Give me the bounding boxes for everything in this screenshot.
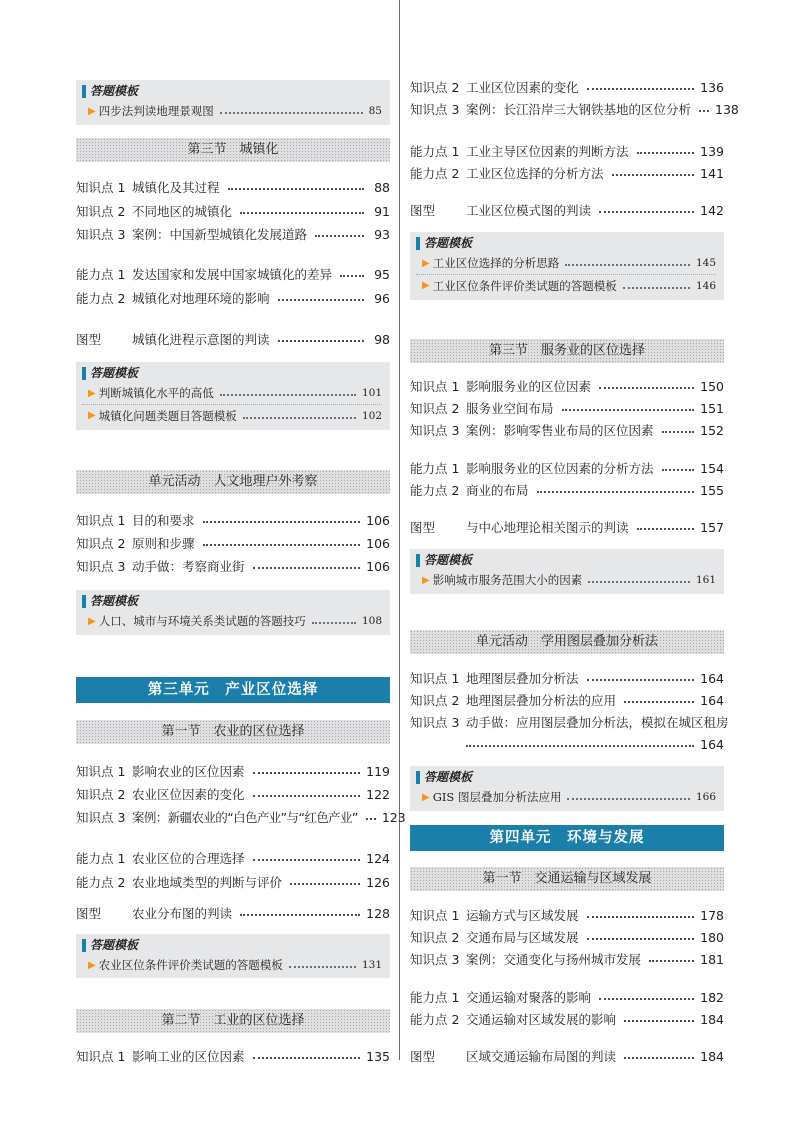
unit-banner: 第三单元 产业区位选择 [76, 677, 390, 703]
template-header: 答题模板 [82, 936, 382, 954]
toc-entry[interactable]: 能力点 1 影响服务业的区位因素的分析方法 154 [410, 460, 724, 476]
template-box [76, 80, 390, 125]
leader-dots [253, 1057, 361, 1059]
toc-entry[interactable]: 知识点 1 目的和要求 106 [76, 512, 390, 528]
toc-entry[interactable]: 图型 工业区位模式图的判读 142 [410, 202, 724, 218]
leader-dots [599, 998, 694, 1000]
leader-dots [649, 960, 694, 962]
toc-entry[interactable]: 知识点 1 影响农业的区位因素 119 [76, 763, 390, 779]
template-item[interactable]: ▶ 判断城镇化水平的高低 101 [88, 386, 382, 400]
template-header: 答题模板 [416, 768, 716, 786]
section-heading: 第一节 交通运输与区域发展 [410, 867, 724, 891]
toc-entry[interactable]: 图型 区域交通运输布局图的判读 184 [410, 1048, 724, 1064]
toc-entry[interactable]: 能力点 2 交通运输对区域发展的影响 184 [410, 1011, 724, 1027]
triangle-right-icon: ▶ [88, 959, 96, 971]
template-box [76, 934, 390, 978]
toc-entry[interactable]: 知识点 3 案例：交通变化与扬州城市发展 181 [410, 951, 724, 967]
leader-dots [203, 521, 361, 523]
leader-dots [203, 544, 361, 546]
template-item[interactable]: ▶ 四步法判读地理景观图 85 [88, 104, 382, 118]
toc-entry-continuation[interactable]: 164 [410, 735, 724, 753]
leader-dots [662, 469, 695, 471]
leader-dots [240, 212, 364, 214]
leader-dots [624, 1057, 694, 1059]
toc-entry[interactable]: 知识点 2 农业区位因素的变化 122 [76, 786, 390, 802]
template-box [410, 766, 724, 811]
template-item[interactable]: ▶ GIS 图层叠加分析法应用 166 [422, 790, 716, 804]
leader-dots [624, 701, 694, 703]
template-item[interactable]: ▶ 影响城市服务范围大小的因素 161 [422, 573, 716, 587]
leader-dots [612, 174, 695, 176]
template-item[interactable]: ▶ 农业区位条件评价类试题的答题模板 131 [88, 958, 382, 972]
leader-dots [662, 431, 695, 433]
unit-banner: 第四单元 环境与发展 [410, 825, 724, 851]
template-header: 答题模板 [82, 592, 382, 610]
section-heading: 第二节 工业的区位选择 [76, 1009, 390, 1033]
toc-entry[interactable]: 能力点 1 发达国家和发展中国家城镇化的差异 95 [76, 266, 390, 282]
triangle-right-icon: ▶ [422, 574, 430, 586]
template-box [76, 362, 390, 430]
section-heading: 第三节 服务业的区位选择 [410, 339, 724, 363]
leader-dots [537, 491, 695, 493]
toc-entry[interactable]: 图型 城镇化进程示意图的判读 98 [76, 331, 390, 347]
triangle-right-icon: ▶ [88, 387, 96, 399]
template-box [410, 232, 724, 300]
toc-entry[interactable]: 知识点 1 影响服务业的区位因素 150 [410, 378, 724, 394]
template-box [76, 590, 390, 635]
triangle-right-icon: ▶ [88, 105, 96, 117]
toc-entry[interactable]: 知识点 1 运输方式与区域发展 178 [410, 907, 724, 923]
header-marker-icon [82, 367, 86, 380]
toc-entry[interactable]: 知识点 3 案例：影响零售业布局的区位因素 152 [410, 422, 724, 438]
leader-dots [366, 818, 376, 820]
leader-dots [243, 417, 356, 419]
leader-dots [587, 938, 695, 940]
header-marker-icon [82, 595, 86, 608]
header-marker-icon [416, 554, 420, 567]
toc-entry[interactable]: 知识点 1 影响工业的区位因素 135 [76, 1048, 390, 1064]
toc-entry[interactable]: 知识点 2 地理图层叠加分析法的应用 164 [410, 692, 724, 708]
leader-dots [562, 409, 695, 411]
toc-entry[interactable]: 知识点 2 不同地区的城镇化 91 [76, 203, 390, 219]
template-header: 答题模板 [82, 364, 382, 382]
template-item[interactable]: ▶ 城镇化问题类题目答题模板 102 [82, 404, 382, 426]
leader-dots [240, 914, 360, 916]
template-header: 答题模板 [416, 551, 716, 569]
toc-entry[interactable]: 能力点 1 交通运输对聚落的影响 182 [410, 989, 724, 1005]
toc-entry[interactable]: 知识点 3 动手做：考察商业街 106 [76, 558, 390, 574]
leader-dots [290, 883, 360, 885]
header-marker-icon [82, 939, 86, 952]
leader-dots [588, 581, 690, 583]
section-heading: 单元活动 学用图层叠加分析法 [410, 630, 724, 654]
toc-entry[interactable]: 能力点 1 农业区位的合理选择 124 [76, 850, 390, 866]
toc-entry[interactable]: 知识点 3 案例：长江沿岸三大钢铁基地的区位分析 138 [410, 101, 739, 117]
section-heading: 第一节 农业的区位选择 [76, 720, 390, 744]
leader-dots [567, 798, 689, 800]
triangle-right-icon: ▶ [422, 791, 430, 803]
triangle-right-icon: ▶ [88, 410, 96, 421]
leader-dots [253, 795, 361, 797]
leader-dots [220, 112, 363, 114]
toc-entry[interactable]: 知识点 2 服务业空间布局 151 [410, 400, 724, 416]
template-box [410, 549, 724, 594]
template-header: 答题模板 [416, 234, 716, 252]
toc-entry[interactable]: 能力点 2 城镇化对地理环境的影响 96 [76, 290, 390, 306]
leader-dots [699, 110, 709, 112]
header-marker-icon [82, 85, 86, 98]
toc-entry[interactable]: 图型 与中心地理论相关图示的判读 157 [410, 519, 724, 535]
leader-dots [587, 88, 695, 90]
toc-entry[interactable]: 知识点 3 案例：新疆农业的“白色产业”与“红色产业” 123 [76, 809, 406, 825]
leader-dots [278, 340, 364, 342]
toc-entry[interactable]: 知识点 2 原则和步骤 106 [76, 535, 390, 551]
toc-entry[interactable]: 能力点 1 工业主导区位因素的判断方法 139 [410, 143, 724, 159]
leader-dots [253, 567, 361, 569]
leader-dots [315, 235, 364, 237]
leader-dots [466, 745, 694, 747]
section-heading: 单元活动 人文地理户外考察 [76, 470, 390, 494]
leader-dots [637, 528, 695, 530]
leader-dots [637, 152, 695, 154]
leader-dots [624, 1020, 694, 1022]
leader-dots [340, 275, 364, 277]
leader-dots [253, 772, 361, 774]
leader-dots [599, 211, 694, 213]
leader-dots [220, 394, 356, 396]
toc-entry[interactable]: 能力点 2 商业的布局 155 [410, 482, 724, 498]
leader-dots [228, 188, 364, 190]
template-item[interactable]: ▶ 工业区位选择的分析思路 145 [422, 256, 716, 270]
triangle-right-icon: ▶ [422, 257, 430, 269]
toc-entry[interactable]: 知识点 3 案例：中国新型城镇化发展道路 93 [76, 226, 390, 242]
toc-entry[interactable]: 能力点 2 工业区位选择的分析方法 141 [410, 165, 724, 181]
toc-entry[interactable]: 知识点 2 工业区位因素的变化 136 [410, 79, 724, 95]
header-marker-icon [416, 237, 420, 250]
leader-dots [289, 966, 356, 968]
leader-dots [599, 387, 694, 389]
template-item[interactable]: ▶ 工业区位条件评价类试题的答题模板 146 [416, 274, 716, 296]
triangle-right-icon: ▶ [88, 615, 96, 627]
toc-entry[interactable]: 知识点 3 动手做：应用图层叠加分析法，模拟在城区租房 [410, 715, 729, 730]
leader-dots [253, 859, 361, 861]
toc-entry[interactable]: 能力点 2 农业地域类型的判断与评价 126 [76, 874, 390, 890]
leader-dots [312, 622, 356, 624]
leader-dots [623, 287, 690, 289]
leader-dots [278, 299, 364, 301]
triangle-right-icon: ▶ [422, 280, 430, 291]
template-item[interactable]: ▶ 人口、城市与环境关系类试题的答题技巧 108 [88, 614, 382, 628]
section-heading: 第三节 城镇化 [76, 138, 390, 162]
template-header: 答题模板 [82, 82, 382, 100]
toc-entry[interactable]: 知识点 1 地理图层叠加分析法 164 [410, 670, 724, 686]
leader-dots [587, 679, 695, 681]
leader-dots [565, 264, 690, 266]
header-marker-icon [416, 771, 420, 784]
column-divider [399, 0, 400, 1060]
toc-entry[interactable]: 图型 农业分布图的判读 128 [76, 905, 390, 921]
toc-entry[interactable]: 知识点 2 交通布局与区域发展 180 [410, 929, 724, 945]
toc-entry[interactable]: 知识点 1 城镇化及其过程 88 [76, 179, 390, 195]
leader-dots [587, 916, 695, 918]
